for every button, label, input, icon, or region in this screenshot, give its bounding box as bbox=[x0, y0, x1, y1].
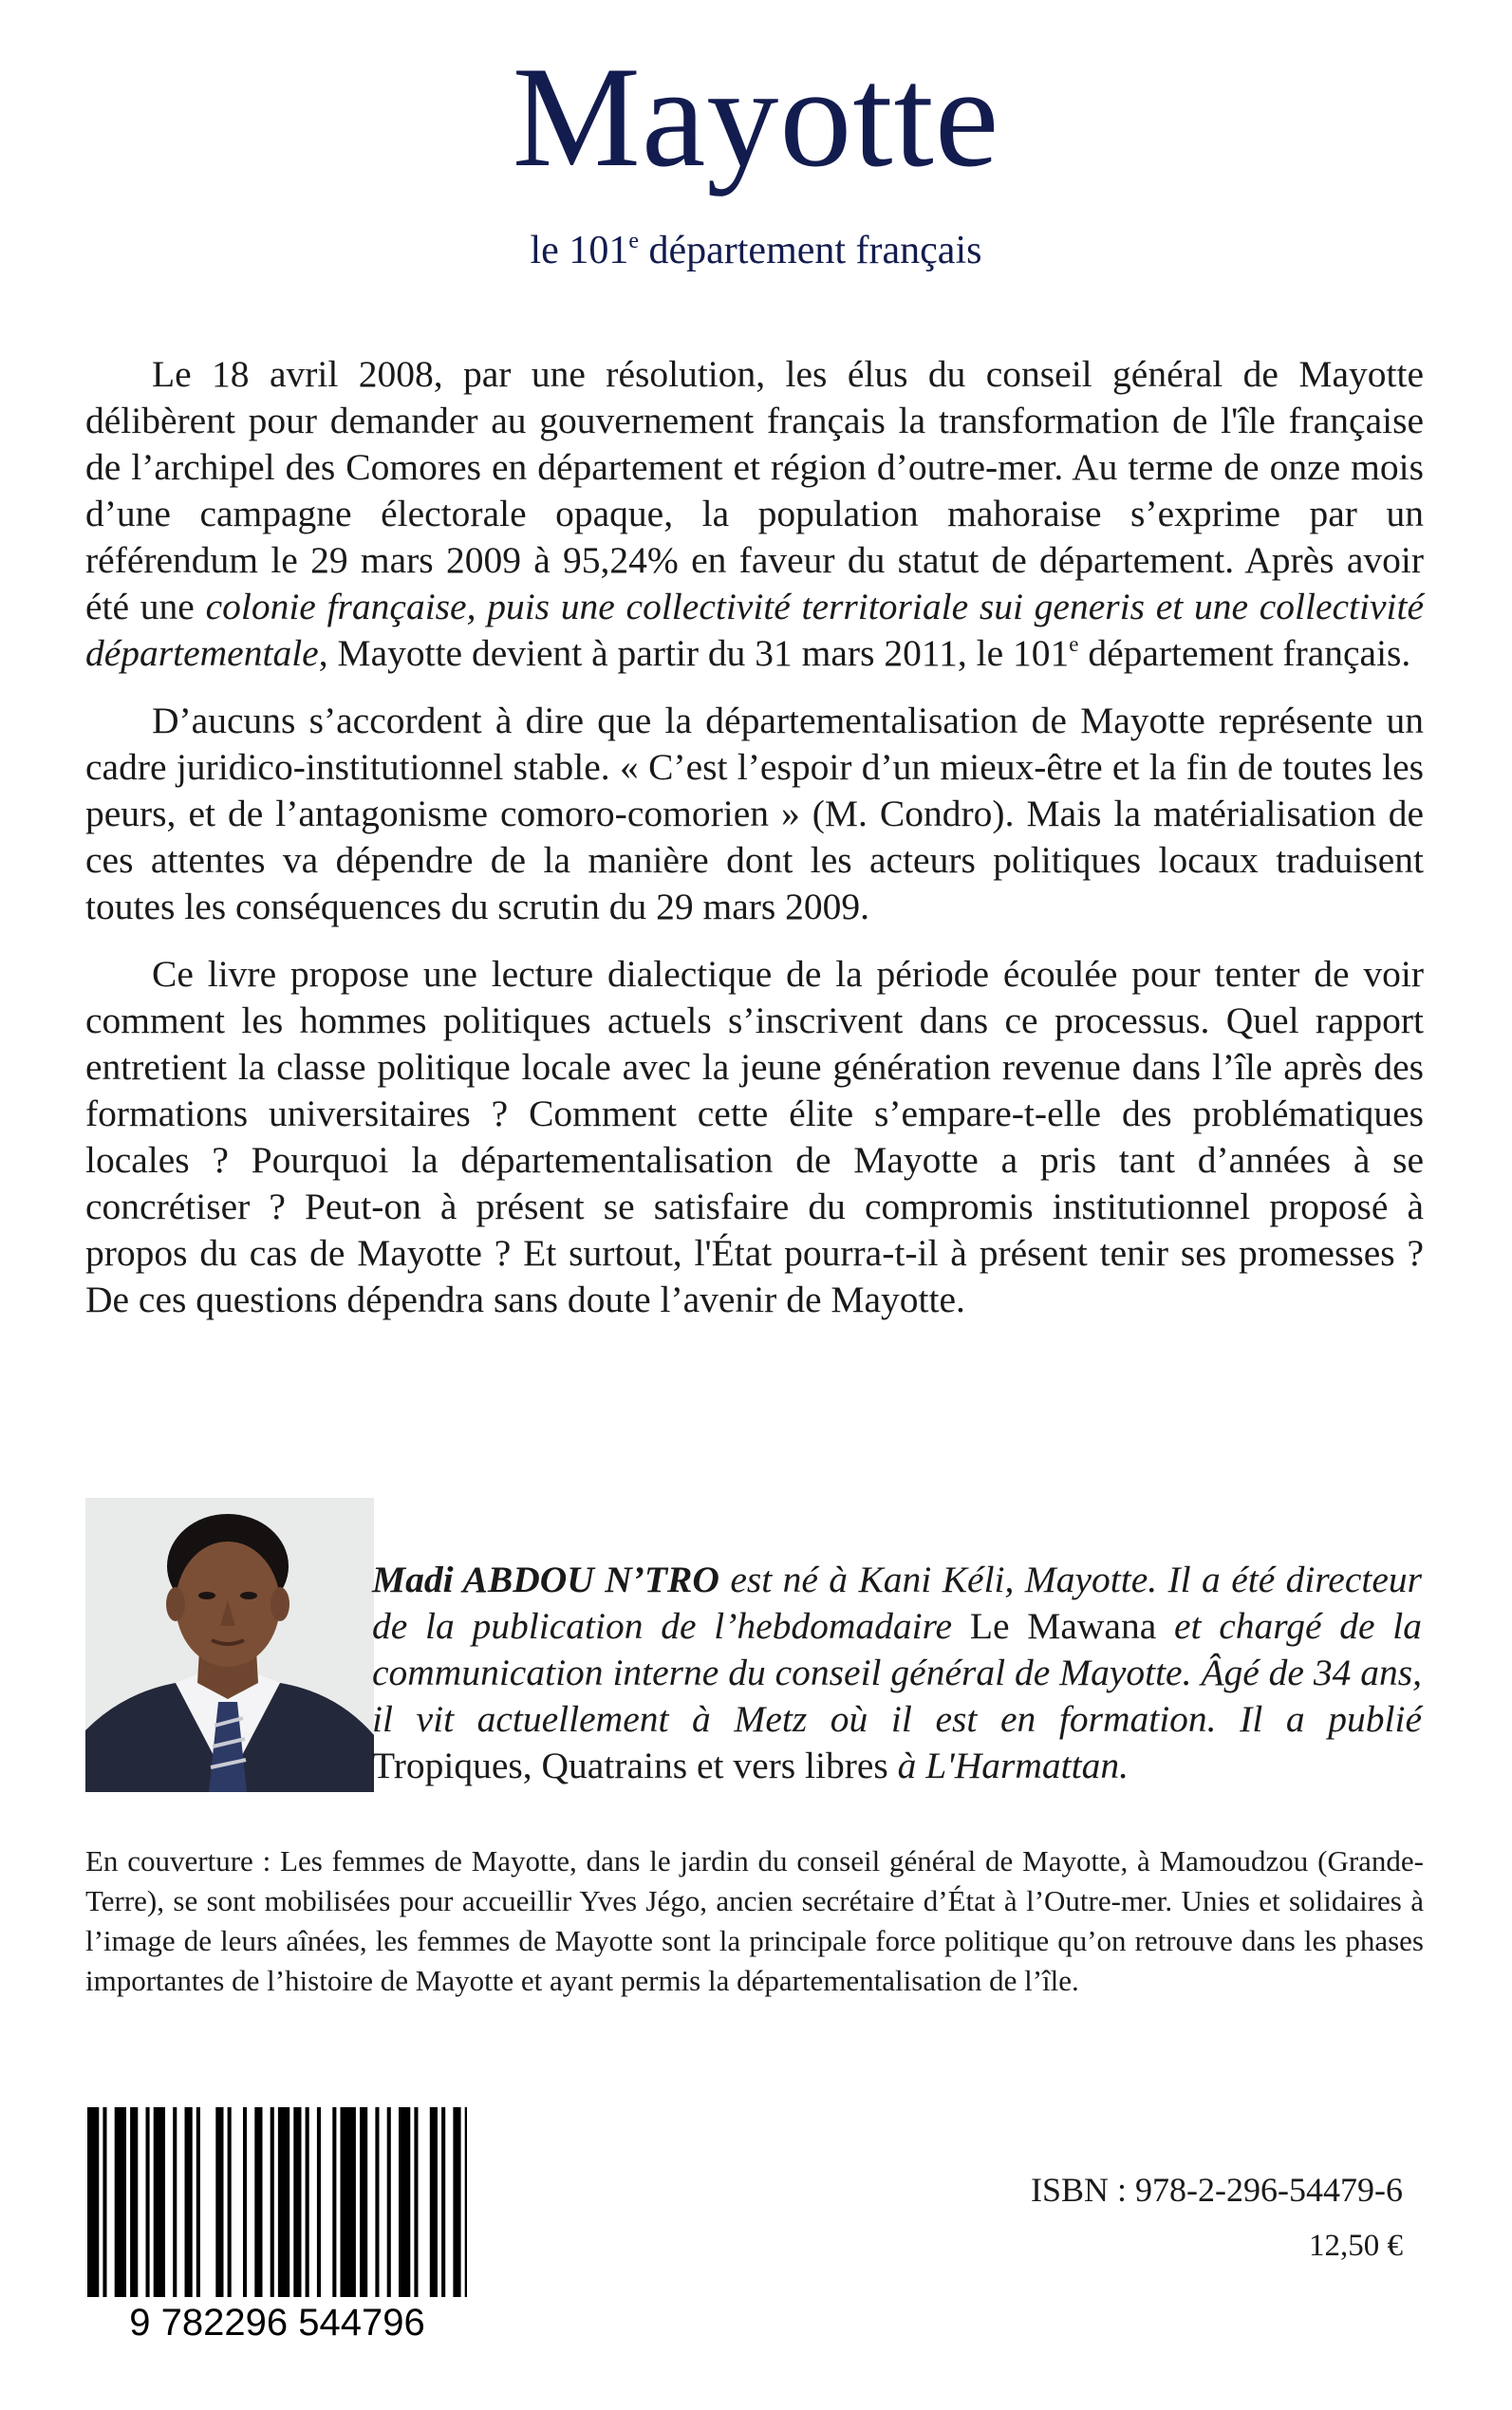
summary-p1-part-2: , Mayotte devient à partir du 31 mars 2011, le 101 bbox=[318, 632, 1070, 674]
barcode-bar bbox=[278, 2107, 289, 2297]
barcode-bar bbox=[215, 2107, 223, 2297]
barcode-bar bbox=[243, 2107, 247, 2297]
barcode-bar bbox=[465, 2107, 467, 2297]
author-photo bbox=[85, 1498, 374, 1792]
barcode-bar bbox=[387, 2107, 391, 2297]
barcode-bar bbox=[375, 2107, 379, 2297]
subtitle-ordinal-suffix: e bbox=[628, 229, 639, 253]
barcode-bar bbox=[146, 2107, 150, 2297]
summary-p1-italic: colonie française, puis une collectivité territoriale sui generis et une collectivité départementale bbox=[85, 586, 1424, 674]
barcode-graphic bbox=[85, 2107, 469, 2345]
barcode-bar bbox=[332, 2107, 336, 2297]
isbn: ISBN : 978-2-296-54479-6 bbox=[1031, 2171, 1403, 2209]
barcode-bar bbox=[293, 2107, 301, 2297]
isbn-barcode bbox=[85, 2107, 469, 2345]
barcode-digits: 9 782296 544796 bbox=[129, 2302, 425, 2344]
author-bio-part-3: à L'Harmattan. bbox=[887, 1745, 1129, 1786]
barcode-bar bbox=[414, 2107, 418, 2297]
barcode-bar bbox=[453, 2107, 460, 2297]
barcode-bar bbox=[254, 2107, 262, 2297]
price: 12,50 € bbox=[1309, 2229, 1403, 2263]
barcode-bar bbox=[154, 2107, 165, 2297]
author-newspaper: Le Mawana bbox=[969, 1605, 1157, 1647]
author-bio-part-1: est né à Kani Kéli, Mayotte. Il a été directeur de la publication de l’hebdomadaire bbox=[372, 1559, 1422, 1647]
summary-p1-ordinal-suffix: e bbox=[1069, 632, 1079, 656]
barcode-bar bbox=[317, 2107, 321, 2297]
summary-paragraph-2: D’aucuns s’accordent à dire que la départementalisation de Mayotte représente un cadre juridico-institutionnel stable. « C’est l’espoir d’un mieux-être et la fin de toutes les peurs, et de l’antagonisme comoro-comorien » (M. Condro). Mais la matérialisation de ces attentes va dépendre de la manière dont les acteurs politiques locaux traduisent toutes les conséquences du scrutin du 29 mars 2009. bbox=[85, 700, 1424, 927]
barcode-bar bbox=[341, 2107, 356, 2297]
barcode-bar bbox=[360, 2107, 367, 2297]
barcode-bar bbox=[441, 2107, 445, 2297]
barcode-bar bbox=[228, 2107, 232, 2297]
book-title: Mayotte bbox=[512, 37, 1000, 196]
barcode-bar bbox=[185, 2107, 193, 2297]
author-bio bbox=[372, 1557, 1422, 1789]
barcode-bar bbox=[399, 2107, 410, 2297]
summary-p1-part-3: département français. bbox=[1078, 632, 1411, 674]
summary-paragraph-3: Ce livre propose une lecture dialectique de la période écoulée pour tenter de voir comment les hommes politiques actuels s’inscrivent dans ce processus. Quel rapport entretient la classe politique locale avec la jeune génération revenue dans l’île après des formations universitaires ? Comment cette élite s’empare-t-elle des problématiques locales ? Pourquoi la départementalisation de Mayotte a pris tant d’années à se concrétiser ? Peut-on à présent se satisfaire du compromis institutionnel proposé à propos du cas de Mayotte ? Et surtout, l'État pourra-t-il à présent tenir ses promesses ? De ces questions dépendra sans doute l’avenir de Mayotte. bbox=[85, 953, 1424, 1320]
barcode-bar bbox=[130, 2107, 138, 2297]
subtitle-text-end: département français bbox=[638, 229, 982, 272]
barcode-bar bbox=[306, 2107, 309, 2297]
subtitle-text: le 101 bbox=[530, 229, 629, 272]
author-name: Madi ABDOU N’TRO bbox=[372, 1559, 719, 1600]
barcode-bar bbox=[87, 2107, 99, 2297]
summary-paragraph-1 bbox=[85, 351, 1424, 677]
barcode-bar bbox=[196, 2107, 200, 2297]
cover-caption: En couverture : Les femmes de Mayotte, dans le jardin du conseil général de Mayotte, à Mamoudzou (Grande-Terre), se sont mobilisées pour accueillir Yves Jégo, ancien secrétaire d’État à l’Outre-mer. Unies et solidaires à l’image de leurs aînées, les femmes de Mayotte sont la principale force politique qu’on retrouve dans les phases importantes de l’histoire de Mayotte et ayant permis la départementalisation de l’île. bbox=[85, 1844, 1424, 1997]
barcode-bar bbox=[103, 2107, 106, 2297]
book-subtitle bbox=[0, 228, 1512, 273]
author-book-title: Tropiques, Quatrains et vers libres bbox=[372, 1745, 888, 1786]
summary-text bbox=[85, 351, 1424, 1344]
summary-p1-part-1: Le 18 avril 2008, par une résolution, les élus du conseil général de Mayotte délibèrent pour demander au gouvernement français la transformation de l'île française de l’archipel des Comores en département et région d’outre-mer. Au terme de onze mois d’une campagne électorale opaque, la population mahoraise s’exprime par un référendum le 29 mars 2009 à 95,24% en faveur du statut de département. Après avoir été une bbox=[85, 353, 1424, 627]
author-bio-part-2: et chargé de la communication interne du conseil général de Mayotte. Âgé de 34 ans, il vit actuellement à Metz où il est en formation. Il a publié bbox=[372, 1605, 1423, 1740]
barcode-bar bbox=[115, 2107, 126, 2297]
barcode-bar bbox=[271, 2107, 274, 2297]
barcode-bar bbox=[430, 2107, 438, 2297]
author-portrait-illustration bbox=[85, 1498, 374, 1792]
barcode-bar bbox=[173, 2107, 177, 2297]
